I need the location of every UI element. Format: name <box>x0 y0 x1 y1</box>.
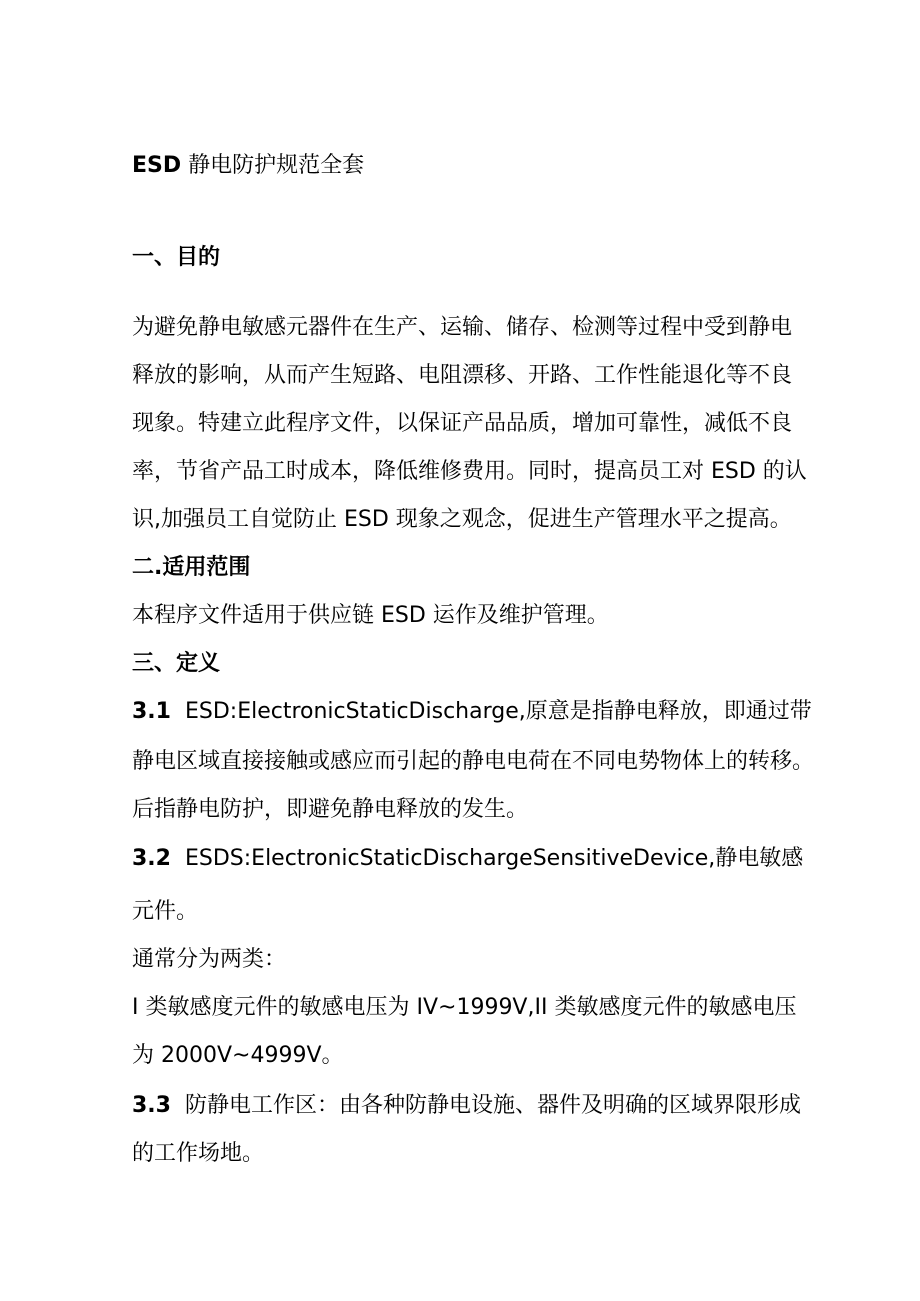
definition-3-3 <box>132 1091 801 1121</box>
section1-heading: 一、目的 <box>132 245 221 270</box>
section1-line: 率，节省产品工时成本，降低维修费用。同时，提高员工对 ESD 的认 <box>132 459 807 484</box>
title-rest: 静电防护规范全套 <box>181 153 365 178</box>
item-number: 3.1 <box>132 699 171 724</box>
item-number: 3.2 <box>132 846 171 871</box>
definition-3-2-line: 通常分为两类： <box>132 947 287 972</box>
definition-3-2 <box>132 844 803 874</box>
definition-3-1-line: 静电区域直接接触或感应而引起的静电电荷在不同电势物体上的转移。 <box>132 749 815 774</box>
title-prefix: ESD <box>132 153 182 178</box>
definition-3-1 <box>132 697 812 727</box>
definition-3-1-line: 后指静电防护，即避免静电释放的发生。 <box>132 797 529 822</box>
item-text: ESD:ElectronicStaticDischarge,原意是指静电释放，即通过带 <box>184 699 812 724</box>
definition-3-3-line: 的工作场地。 <box>132 1141 265 1166</box>
section1-line: 识,加强员工自觉防止 ESD 现象之观念，促进生产管理水平之提高。 <box>132 507 792 532</box>
document-title <box>132 151 364 181</box>
section3-heading: 三、定义 <box>132 651 221 676</box>
item-number: 3.3 <box>132 1093 171 1118</box>
item-text: 防静电工作区：由各种防静电设施、器件及明确的区域界限形成 <box>184 1093 801 1118</box>
section2-heading: 二.适用范围 <box>132 555 251 580</box>
section2-line: 本程序文件适用于供应链 ESD 运作及维护管理。 <box>132 603 609 628</box>
section1-line: 为避免静电敏感元器件在生产、运输、储存、检测等过程中受到静电 <box>132 315 793 340</box>
section1-line: 现象。特建立此程序文件，以保证产品品质，增加可靠性，减低不良 <box>132 411 793 436</box>
section1-line: 释放的影响，从而产生短路、电阻漂移、开路、工作性能退化等不良 <box>132 363 793 388</box>
definition-3-2-line: 元件。 <box>132 899 199 924</box>
definition-3-2-line: I 类敏感度元件的敏感电压为 IV~1999V,II 类敏感度元件的敏感电压 <box>132 995 797 1020</box>
item-text: ESDS:ElectronicStaticDischargeSensitiveDevice,静电敏感 <box>184 846 804 871</box>
definition-3-2-line: 为 2000V~4999V。 <box>132 1043 344 1068</box>
